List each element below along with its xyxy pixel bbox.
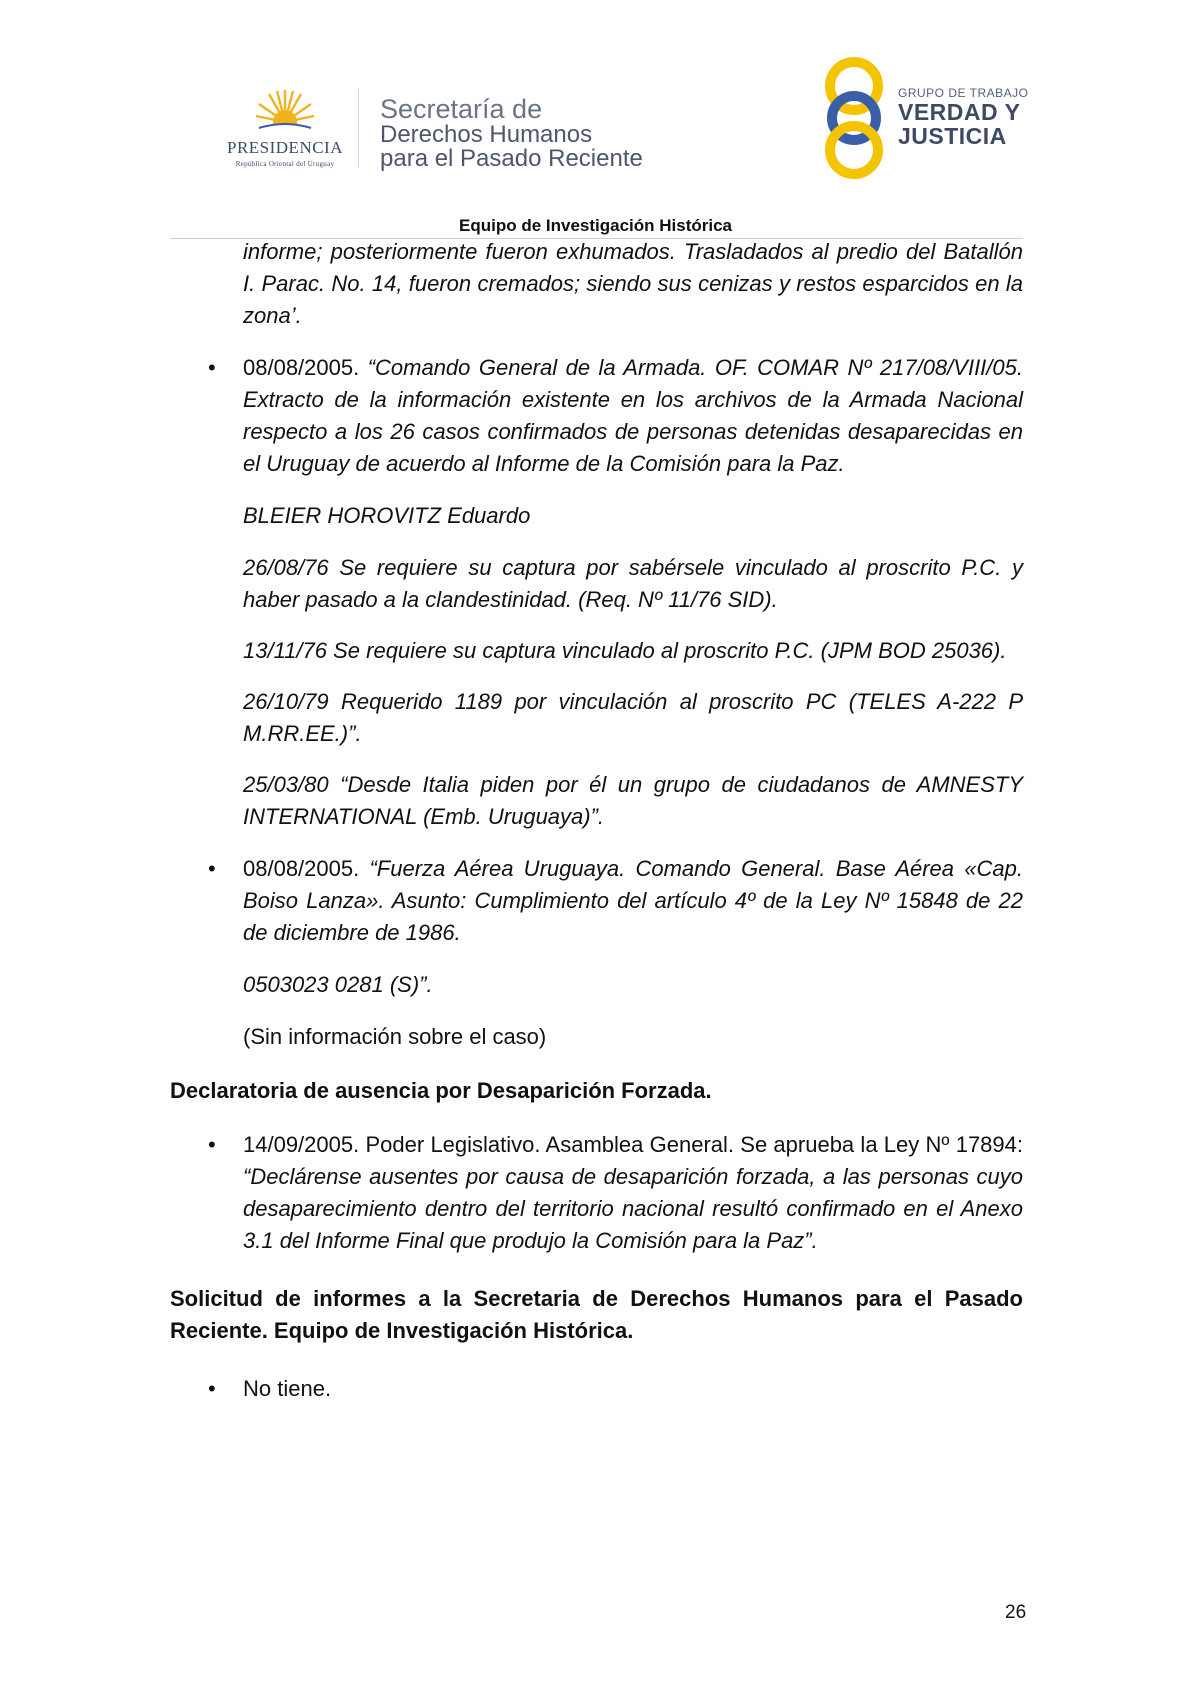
record-note: (Sin información sobre el caso) [243,1024,547,1049]
bullet-icon: • [208,1376,216,1401]
bullet-icon: • [208,856,216,881]
list-item-date: 08/08/2005. [243,355,368,380]
secretaria-logo-text [380,95,643,171]
section-heading: Solicitud de informes a la Secretaria de Derechos Humanos para el Pasado Reciente. Equipo de Investigación Histórica. [170,1286,1023,1343]
record-entry: 26/08/76 Se requiere su captura por sabérsele vinculado al proscrito P.C. y haber pasado a la clandestinidad. (Req. Nº 11/76 SID). [243,555,1023,612]
page-header [0,0,1191,250]
list-item-quote: “Fuerza Aérea Uruguaya. Comando General. Base Aérea «Cap. Boiso Lanza». Asunto: Cumplimiento del artículo 4º de la Ley Nº 15848 de 22 de diciembre de 1986. [243,856,1023,945]
list-item-text [243,853,1023,949]
document-body [170,236,1023,1405]
list-item-text: No tiene. [243,1376,332,1401]
list-item-date: 08/08/2005. [243,856,370,881]
secretaria-line-3: para el Pasado Reciente [380,145,643,172]
page-number: 26 [1005,1602,1027,1623]
list-item-quote: “Declárense ausentes por causa de desaparición forzada, a las personas cuyo desaparecimiento dentro del territorio nacional resultó confirmado en el Anexo 3.1 del Informe Final que produjo la Comisión para la Paz”. [243,1164,1023,1253]
presidencia-logo [210,88,360,170]
list-item-text [243,1129,1023,1257]
vyj-group-label: GRUPO DE TRABAJO [898,86,1029,100]
bullet-icon: • [208,355,216,380]
record-code: 0503023 0281 (S)”. [243,972,433,997]
logo-divider [358,88,359,168]
person-name: BLEIER HOROVITZ Eduardo [243,503,531,528]
list-item [170,352,1023,480]
vyj-justicia: JUSTICIA [898,123,1007,149]
list-item [170,1373,1023,1405]
secretaria-line-1: Secretaría de [380,94,543,124]
record-entry: 25/03/80 “Desde Italia piden por él un grupo de ciudadanos de AMNESTY INTERNATIONAL (Emb. Uruguaya)”. [243,772,1023,829]
header-title: Equipo de Investigación Histórica [459,216,732,235]
list-item-plain: 14/09/2005. Poder Legislativo. Asamblea General. Se aprueba la Ley Nº 17894: [243,1132,1023,1157]
vyj-verdad: VERDAD Y [898,99,1021,125]
bullet-icon: • [208,1132,216,1157]
verdad-justicia-rings-icon [818,56,890,180]
presidencia-name: PRESIDENCIA [226,138,343,157]
verdad-justicia-text [898,86,1028,148]
list-item [170,1129,1023,1257]
list-item [170,853,1023,949]
continued-paragraph: informe; posteriormente fueron exhumados. Trasladados al predio del Batallón I. Parac. No. 14, fueron cremados; siendo sus cenizas y restos esparcidos en la zona’. [243,239,1023,328]
section-heading: Declaratoria de ausencia por Desaparición Forzada. [170,1078,712,1103]
list-item-quote: “Comando General de la Armada. OF. COMAR Nº 217/08/VIII/05. Extracto de la información existente en los archivos de la Armada Nacional respecto a los 26 casos confirmados de personas detenidas desaparecidas en el Uruguay de acuerdo al Informe de la Comisión para la Paz. [243,355,1023,476]
presidencia-subtitle: República Oriental del Uruguay [235,160,335,168]
list-item-text [243,352,1023,480]
secretaria-line-2: Derechos Humanos [380,121,593,148]
record-entry: 13/11/76 Se requiere su captura vinculado al proscrito P.C. (JPM BOD 25036). [243,638,1007,663]
sun-icon [255,88,315,138]
record-entry: 26/10/79 Requerido 1189 por vinculación al proscrito PC (TELES A-222 P M.RR.EE.)”. [243,689,1023,746]
